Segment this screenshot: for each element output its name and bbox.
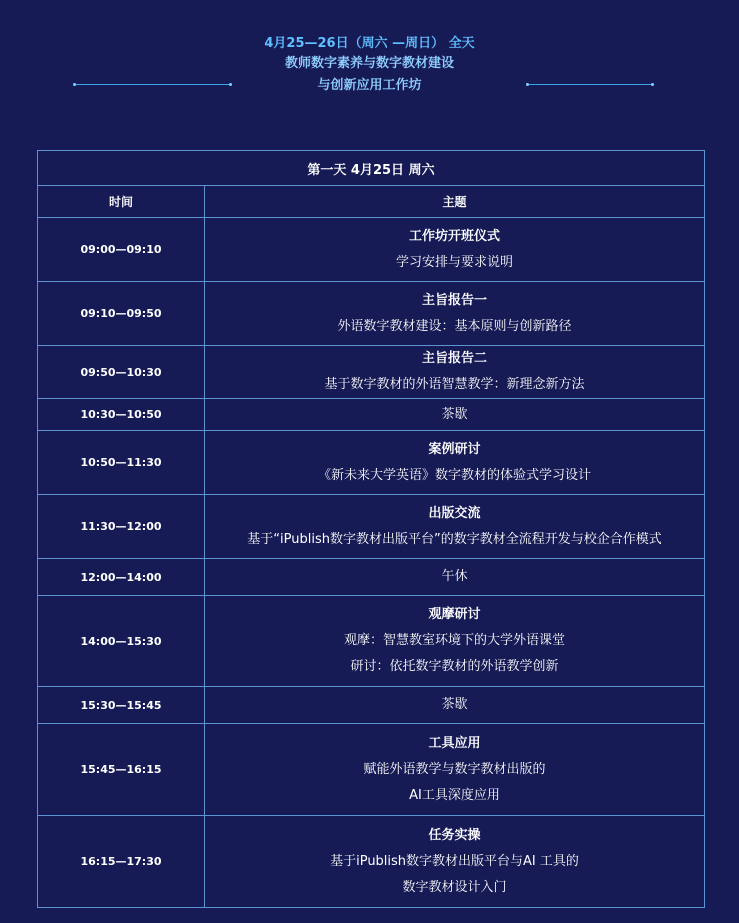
session-description: 数字教材设计入门 <box>402 879 507 895</box>
session-title: 案例研讨 <box>428 441 481 457</box>
session-description: 研讨：依托数字教材的外语教学创新 <box>350 659 559 674</box>
schedule-rows <box>38 218 705 908</box>
session-time: 10:50—11:30 <box>38 431 205 495</box>
session-title: 观摩研讨 <box>428 607 481 622</box>
session-topic <box>205 218 705 282</box>
session-description: 基于iPublish数字教材出版平台与AI 工具的 <box>330 853 579 869</box>
session-title: 工作坊开班仪式 <box>408 228 500 244</box>
table-row <box>38 724 705 816</box>
event-title-line1: 教师数字素养与数字教材建设 <box>284 56 454 71</box>
table-row <box>38 495 705 559</box>
column-header-time: 时间 <box>38 186 205 218</box>
session-description: 《新未来大学英语》数字教材的体验式学习设计 <box>317 467 591 483</box>
table-row <box>38 346 705 399</box>
session-topic <box>205 399 705 431</box>
session-time: 09:10—09:50 <box>38 282 205 346</box>
table-row <box>38 282 705 346</box>
session-topic <box>205 816 705 908</box>
session-title: 主旨报告一 <box>421 292 487 308</box>
page-header <box>0 0 739 110</box>
session-time: 14:00—15:30 <box>38 596 205 687</box>
session-description: 学习安排与要求说明 <box>395 254 513 270</box>
session-topic <box>205 282 705 346</box>
table-row <box>38 399 705 431</box>
table-row <box>38 431 705 495</box>
session-description: 赋能外语教学与数字教材出版的 <box>363 761 546 777</box>
session-time: 16:15—17:30 <box>38 816 205 908</box>
schedule-table <box>37 150 705 908</box>
session-topic <box>205 596 705 687</box>
session-topic <box>205 687 705 724</box>
session-time: 10:30—10:50 <box>38 399 205 431</box>
day-heading: 第一天 4月25日 周六 <box>38 151 705 186</box>
session-description: 午休 <box>441 569 468 584</box>
session-description: AI工具深度应用 <box>409 787 500 803</box>
session-time: 09:50—10:30 <box>38 346 205 399</box>
session-description: 茶歇 <box>441 697 468 712</box>
session-topic <box>205 431 705 495</box>
event-title-line2: 与创新应用工作坊 <box>317 78 422 93</box>
session-title: 主旨报告二 <box>421 351 487 366</box>
session-topic <box>205 495 705 559</box>
session-time: 11:30—12:00 <box>38 495 205 559</box>
session-time: 12:00—14:00 <box>38 559 205 596</box>
event-date: 4月25—26日（周六 —周日） 全天 <box>264 36 475 51</box>
session-description: 外语数字教材建设：基本原则与创新路径 <box>337 318 572 334</box>
session-topic <box>205 346 705 399</box>
session-time: 15:45—16:15 <box>38 724 205 816</box>
decorative-line-right <box>528 84 652 85</box>
table-row <box>38 559 705 596</box>
session-title: 任务实操 <box>428 827 481 843</box>
session-description: 基于“iPublish数字教材出版平台”的数字教材全流程开发与校企合作模式 <box>247 531 662 547</box>
column-header-topic: 主题 <box>205 186 705 218</box>
table-row <box>38 816 705 908</box>
session-description: 观摩：智慧教室环境下的大学外语课堂 <box>343 633 565 648</box>
table-row <box>38 596 705 687</box>
session-topic <box>205 559 705 596</box>
session-time: 15:30—15:45 <box>38 687 205 724</box>
session-title: 工具应用 <box>428 735 481 751</box>
session-description: 茶歇 <box>441 406 468 422</box>
session-time: 09:00—09:10 <box>38 218 205 282</box>
table-row <box>38 687 705 724</box>
table-row <box>38 218 705 282</box>
session-topic <box>205 724 705 816</box>
session-title: 出版交流 <box>428 505 481 521</box>
session-description: 基于数字教材的外语智慧教学：新理念新方法 <box>324 377 585 392</box>
